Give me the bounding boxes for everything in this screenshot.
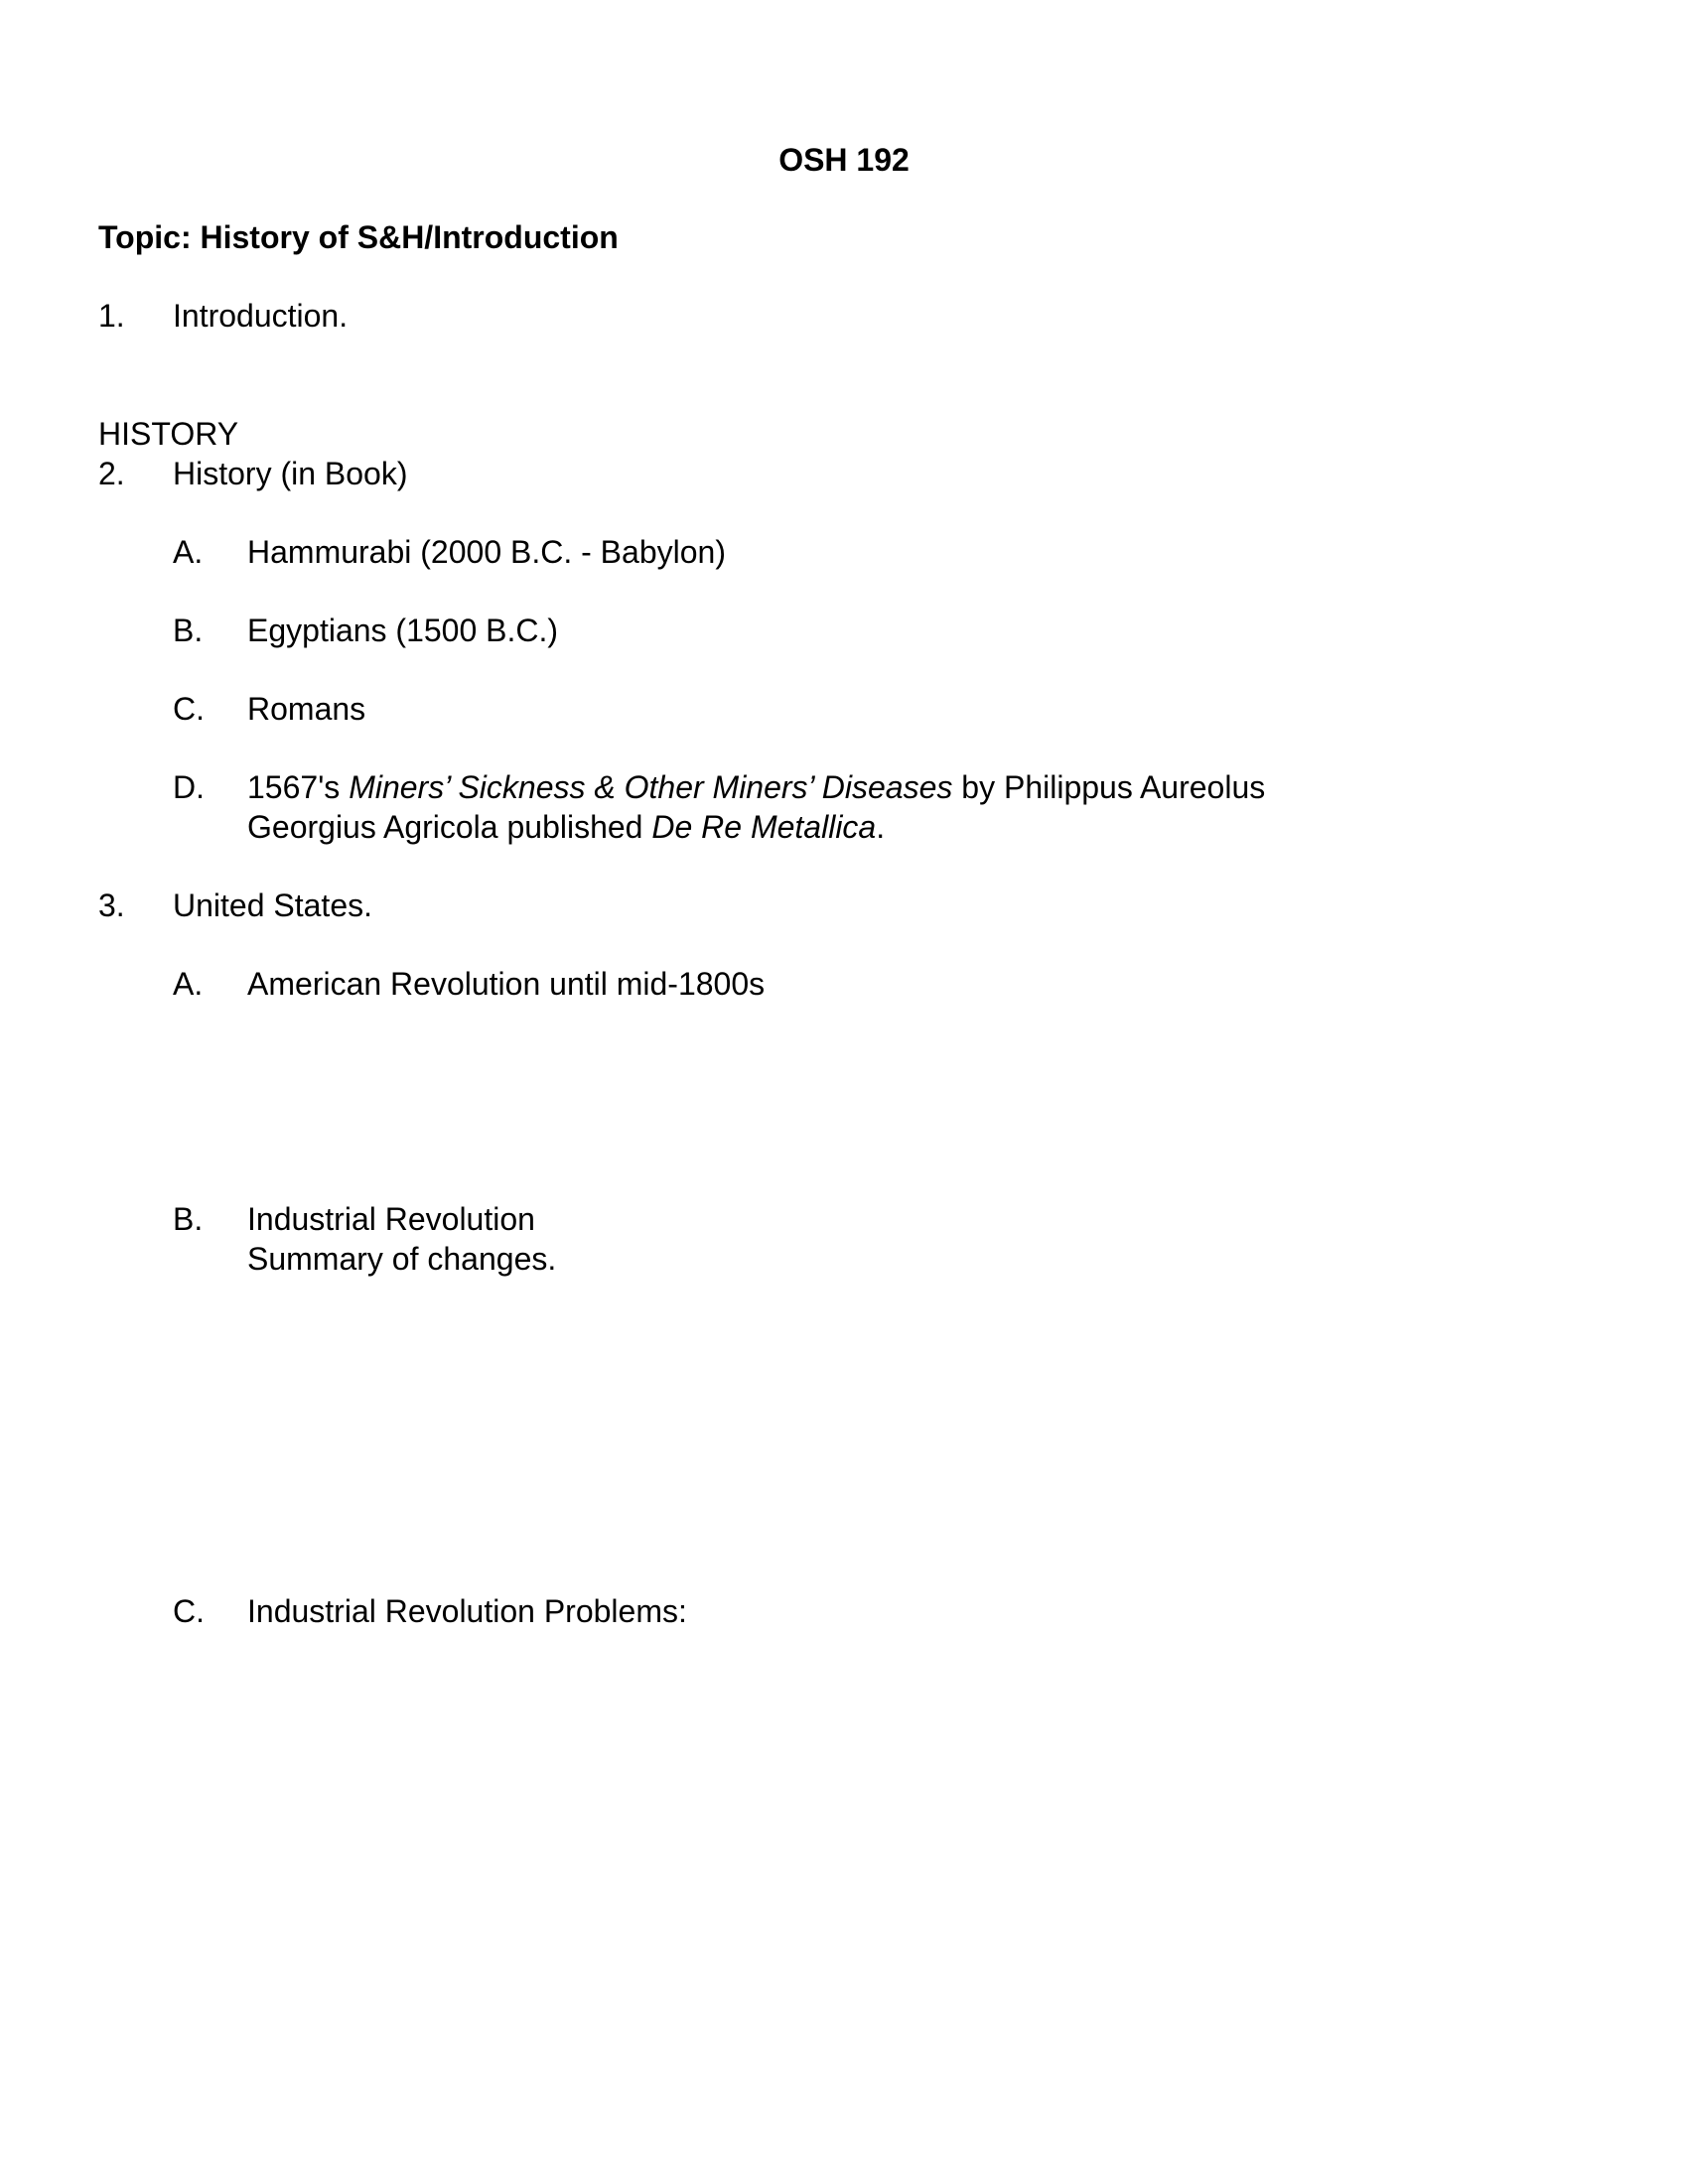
subitem-text-line2 [247, 807, 885, 847]
subitem-text: Industrial Revolution [247, 1201, 535, 1237]
subitem-letter: A. [173, 966, 204, 1002]
subitem-letter: C. [173, 691, 205, 727]
book-title: Miners’ Sickness & Other Miners’ Diseases [349, 769, 953, 805]
subitem-text: American Revolution until mid-1800s [247, 966, 766, 1002]
item-number: 2. [98, 456, 125, 491]
item-number: 1. [98, 298, 125, 334]
book-title: De Re Metallica [651, 809, 877, 845]
subitem-text: Hammurabi (2000 B.C. - Babylon) [247, 534, 726, 570]
course-title: OSH 192 [778, 142, 910, 178]
topic-heading: Topic: History of S&H/Introduction [98, 219, 619, 255]
subitem-letter: A. [173, 534, 204, 570]
subitem-text-line2: Summary of changes. [247, 1241, 557, 1277]
subitem-text-mid: by Philippus Aureolus [952, 769, 1266, 805]
subitem-text-line2-post: . [876, 809, 886, 845]
section-heading: HISTORY [98, 416, 239, 452]
subitem-text: Romans [247, 691, 366, 727]
subitem-text-line2-pre: Georgius Agricola published [247, 809, 652, 845]
subitem-letter: C. [173, 1593, 205, 1629]
item-text: United States. [173, 887, 372, 923]
subitem-letter: B. [173, 1201, 204, 1237]
subitem-text: Industrial Revolution Problems: [247, 1593, 687, 1629]
subitem-text: Egyptians (1500 B.C.) [247, 613, 559, 648]
item-text: Introduction. [173, 298, 349, 334]
subitem-text [247, 767, 1265, 807]
subitem-letter: D. [173, 769, 205, 805]
item-text: History (in Book) [173, 456, 408, 491]
item-number: 3. [98, 887, 125, 923]
subitem-letter: B. [173, 613, 204, 648]
subitem-text-pre: 1567's [247, 769, 350, 805]
